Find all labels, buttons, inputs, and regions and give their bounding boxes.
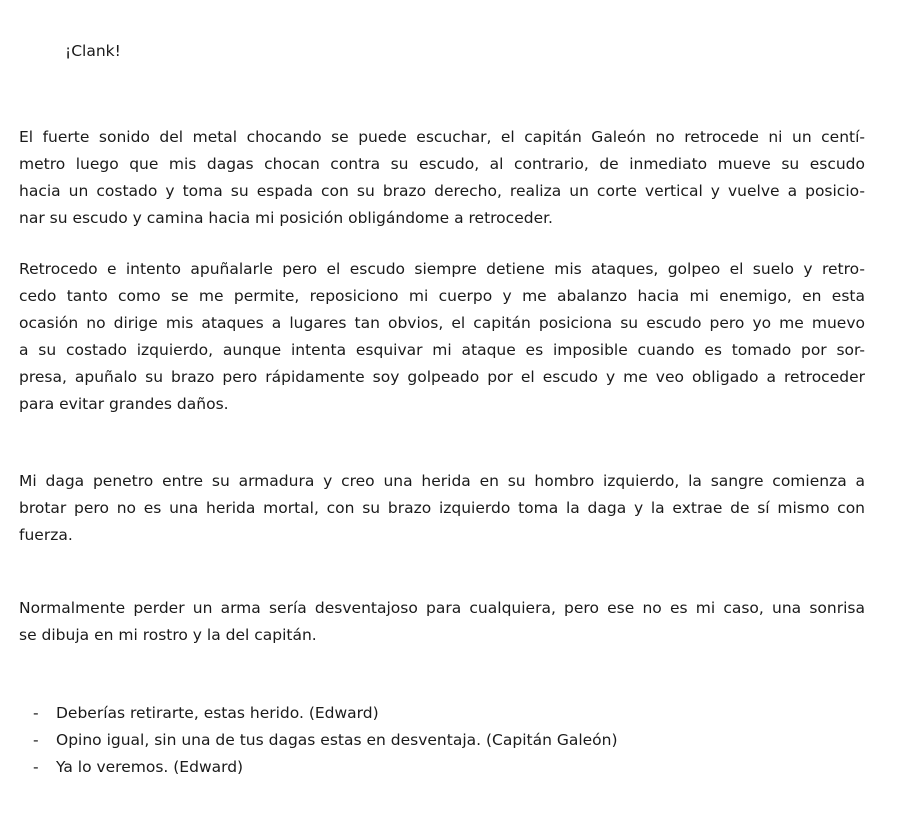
dialogue-text: Opino igual, sin una de tus dagas estas en desventaja. (Capitán Galeón)	[56, 731, 618, 749]
dialogue-dash: -	[33, 758, 39, 776]
dialogue-item	[0, 754, 899, 781]
dialogue-item	[0, 727, 899, 754]
paragraph-line: metro luego que mis dagas chocan contra su escudo, al contrario, de inmediato mueve su escudo	[19, 155, 865, 173]
paragraph-line: nar su escudo y camina hacia mi posición obligándome a retroceder.	[19, 209, 553, 227]
dialogue-item	[0, 700, 899, 727]
paragraph-line: Normalmente perder un arma sería desventajoso para cualquiera, pero ese no es mi caso, una sonrisa	[19, 599, 865, 617]
paragraph-line: Mi daga penetro entre su armadura y creo una herida en su hombro izquierdo, la sangre comienza a	[19, 472, 865, 490]
paragraph-line: para evitar grandes daños.	[19, 395, 229, 413]
dialogue-dash: -	[33, 704, 39, 722]
paragraph-line: se dibuja en mi rostro y la del capitán.	[19, 626, 317, 644]
paragraph-line: brotar pero no es una herida mortal, con su brazo izquierdo toma la daga y la extrae de sí mismo con	[19, 499, 865, 517]
paragraph-line: presa, apuñalo su brazo pero rápidamente soy golpeado por el escudo y me veo obligado a retroceder	[19, 368, 865, 386]
paragraph-line: El fuerte sonido del metal chocando se puede escuchar, el capitán Galeón no retrocede ni un centí-	[19, 128, 865, 146]
paragraph-line: cedo tanto como se me permite, reposiciono mi cuerpo y me abalanzo hacia mi enemigo, en esta	[19, 287, 865, 305]
paragraph-line: Retrocedo e intento apuñalarle pero el escudo siempre detiene mis ataques, golpeo el suelo y retro-	[19, 260, 865, 278]
paragraph-line: a su costado izquierdo, aunque intenta esquivar mi ataque es imposible cuando es tomado por sor-	[19, 341, 865, 359]
paragraph-line: fuerza.	[19, 526, 73, 544]
dialogue-text: Deberías retirarte, estas herido. (Edward)	[56, 704, 379, 722]
heading-text: ¡Clank!	[65, 42, 121, 60]
dialogue-text: Ya lo veremos. (Edward)	[56, 758, 244, 776]
paragraph-line: hacia un costado y toma su espada con su brazo derecho, realiza un corte vertical y vuelve a posicio-	[19, 182, 865, 200]
paragraph-line: ocasión no dirige mis ataques a lugares tan obvios, el capitán posiciona su escudo pero yo me muevo	[19, 314, 865, 332]
dialogue-dash: -	[33, 731, 39, 749]
